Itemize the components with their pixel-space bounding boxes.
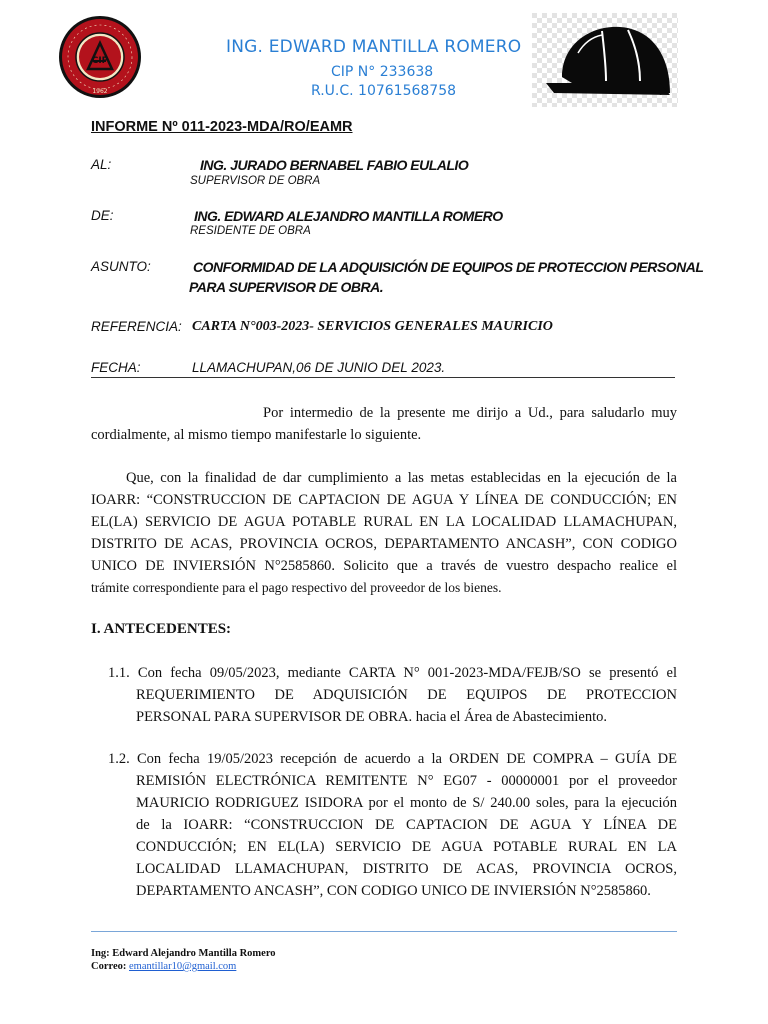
p1-line-2: IOARR: “CONSTRUCCION DE CAPTACION DE AGUA Y LÍNEA DE CONDUCCIÓN; EN <box>91 492 677 508</box>
fecha-value: LLAMACHUPAN,06 DE JUNIO DEL 2023. <box>192 360 446 375</box>
informe-number: INFORME Nº 011-2023-MDA/RO/EAMR <box>91 119 353 135</box>
item-1-2-line-2: REMISIÓN ELECTRÓNICA REMITENTE N° EG07 - 00000001 por el proveedor <box>136 773 677 789</box>
item-1-2-line-4: de la IOARR: “CONSTRUCCION DE CAPTACION DE AGUA Y LÍNEA DE <box>136 817 677 833</box>
de-role: RESIDENTE DE OBRA <box>190 225 311 237</box>
item-1-2-line-1: 1.2. Con fecha 19/05/2023 recepción de acuerdo a la ORDEN DE COMPRA – GUÍA DE <box>108 751 677 767</box>
fecha-label: FECHA: <box>91 360 141 375</box>
p1-line-6: trámite correspondiente para el pago respectivo del proveedor de los bienes. <box>91 580 502 595</box>
engineer-name-heading: ING. EDWARD MANTILLA ROMERO <box>226 37 522 57</box>
asunto-line-2: PARA SUPERVISOR DE OBRA. <box>189 279 384 295</box>
asunto-label: ASUNTO: <box>91 259 151 274</box>
main-paragraph <box>91 467 677 599</box>
antecedente-item-1-2 <box>108 748 677 902</box>
footer-name: Ing: Edward Alejandro Mantilla Romero <box>91 948 276 959</box>
al-role: SUPERVISOR DE OBRA <box>190 175 321 187</box>
item-1-1-line-1: 1.1. Con fecha 09/05/2023, mediante CARTA N° 001-2023-MDA/FEJB/SO se presentó el <box>108 665 677 681</box>
cip-number: CIP N° 233638 <box>331 64 434 80</box>
hard-hat-icon <box>532 13 678 107</box>
p1-line-3: EL(LA) SERVICIO DE AGUA POTABLE RURAL EN LA LOCALIDAD LLAMACHUPAN, <box>91 514 677 530</box>
intro-line-2: cordialmente, al mismo tiempo manifestarle lo siguiente. <box>91 427 422 443</box>
item-1-2-line-7: DEPARTAMENTO ANCASH”, CON CODIGO UNICO DE INVIERSIÓN N°2585860. <box>136 883 651 899</box>
referencia-label: REFERENCIA: <box>91 319 182 334</box>
de-value: ING. EDWARD ALEJANDRO MANTILLA ROMERO <box>194 208 503 224</box>
antecedente-item-1-1 <box>108 662 677 728</box>
seal-year: 1962 <box>92 88 108 95</box>
footer-email-label: Correo: <box>91 961 129 972</box>
item-1-1-line-3: PERSONAL PARA SUPERVISOR DE OBRA. hacia el Área de Abastecimiento. <box>136 709 608 725</box>
section-antecedentes-title: I. ANTECEDENTES: <box>91 621 232 637</box>
header-divider <box>91 377 675 378</box>
cip-seal-logo <box>58 15 142 99</box>
item-1-2-line-3: MAURICIO RODRIGUEZ ISIDORA por el monto de S/ 240.00 soles, para la ejecución <box>136 795 677 811</box>
al-value: ING. JURADO BERNABEL FABIO EULALIO <box>200 157 469 173</box>
de-label: DE: <box>91 208 114 223</box>
intro-line-1: Por intermedio de la presente me dirijo a Ud., para saludarlo muy <box>263 405 677 421</box>
asunto-line-1: CONFORMIDAD DE LA ADQUISICIÓN DE EQUIPOS DE PROTECCION PERSONAL <box>193 259 704 275</box>
footer-divider <box>91 931 677 932</box>
p1-line-1: Que, con la finalidad de dar cumplimiento a las metas establecidas en la ejecución de la <box>126 470 677 486</box>
item-1-2-line-5: CONDUCCIÓN; EN EL(LA) SERVICIO DE AGUA POTABLE RURAL EN LA <box>136 839 677 855</box>
footer-email-link[interactable]: emantillar10@gmail.com <box>129 961 237 972</box>
p1-line-5: UNICO DE INVIERSIÓN N°2585860. Solicito que a través de vuestro despacho realice el <box>91 558 677 574</box>
intro-paragraph <box>91 402 677 446</box>
p1-line-4: DISTRITO DE ACAS, PROVINCIA OCROS, DEPARTAMENTO ANCASH”, CON CODIGO <box>91 536 677 552</box>
referencia-value: CARTA N°003-2023- SERVICIOS GENERALES MAURICIO <box>192 319 553 334</box>
ruc-number: R.U.C. 10761568758 <box>311 83 457 99</box>
footer-email-line <box>91 960 236 973</box>
item-1-2-line-6: LOCALIDAD LLAMACHUPAN, DISTRITO DE ACAS, PROVINCIA OCROS, <box>136 861 677 877</box>
item-1-1-line-2: REQUERIMIENTO DE ADQUISICIÓN DE EQUIPOS DE PROTECCION <box>136 687 677 703</box>
seal-center-text: CIP <box>91 56 109 66</box>
al-label: AL: <box>91 157 112 172</box>
